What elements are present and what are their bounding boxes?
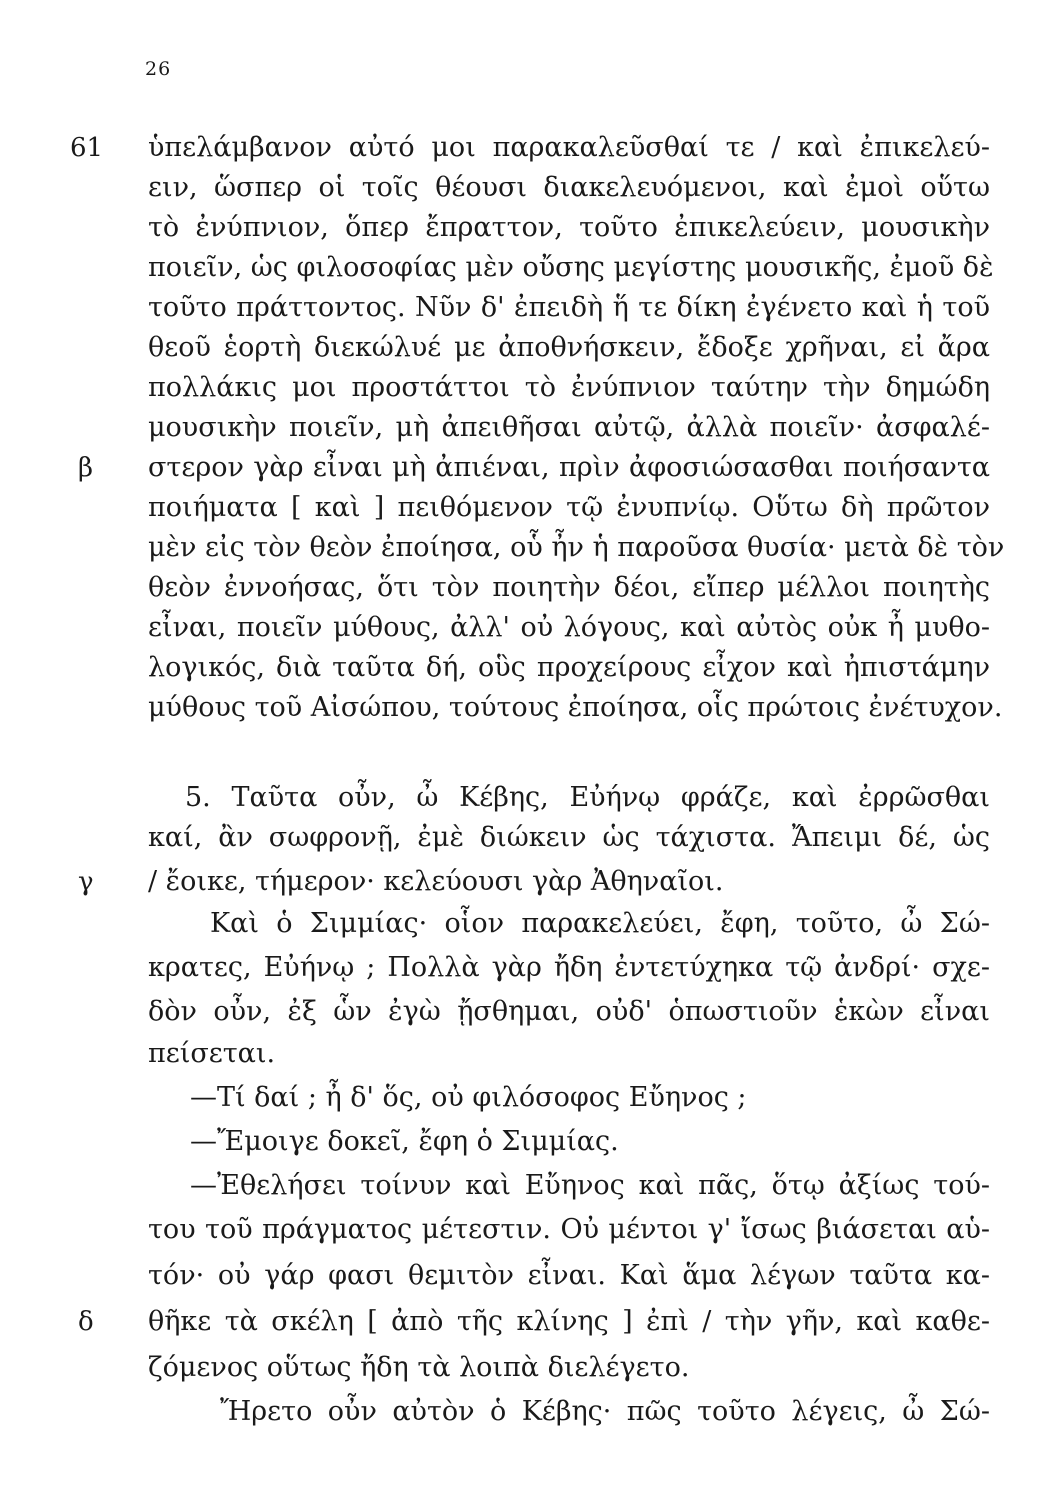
text-line: τοῦτο πράττοντος. Νῦν δ' ἐπειδὴ ἥ τε δίκη ἐγένετο καὶ ἡ τοῦ [148, 292, 990, 323]
text-line: στερον γὰρ εἶναι μὴ ἀπιέναι, πρὶν ἀφοσιώσασθαι ποιήσαντα [148, 452, 990, 483]
text-line: θεοῦ ἑορτὴ διεκώλυέ με ἀποθνήσκειν, ἔδοξε χρῆναι, εἰ ἄρα [148, 332, 990, 363]
text-line: ειν, ὥσπερ οἱ τοῖς θέουσι διακελευόμενοι, καὶ ἐμοὶ οὕτω [148, 172, 990, 203]
text-line: ποιεῖν, ὡς φιλοσοφίας μὲν οὔσης μεγίστης μουσικῆς, ἐμοῦ δὲ [148, 252, 994, 283]
section-heading-line: 5. Ταῦτα οὖν, ὦ Κέβης, Εὐήνῳ φράζε, καὶ ἐρρῶσθαι [185, 782, 990, 813]
page-number: 26 [145, 58, 172, 80]
text-line: θεὸν ἐννοήσας, ὅτι τὸν ποιητὴν δέοι, εἴπερ μέλλοι ποιητὴς [148, 572, 990, 603]
text-line: τὸ ἐνύπνιον, ὅπερ ἔπραττον, τοῦτο ἐπικελεύειν, μουσικὴν [148, 212, 990, 243]
text-line: / ἔοικε, τήμερον· κελεύουσι γὰρ Ἀθηναῖοι. [148, 866, 724, 897]
text-line: θῆκε τὰ σκέλη [ ἀπὸ τῆς κλίνης ] ἐπὶ / τὴν γῆν, καὶ καθε- [148, 1306, 990, 1337]
dialogue-line: —Ἔμοιγε δοκεῖ, ἔφη ὁ Σιμμίας. [190, 1126, 619, 1157]
dialogue-line: —Τί δαί ; ἦ δ' ὅς, οὐ φιλόσοφος Εὔηνος ; [190, 1082, 747, 1113]
text-line: καί, ἂν σωφρονῇ, ἐμὲ διώκειν ὡς τάχιστα. Ἄπειμι δέ, ὡς [148, 822, 990, 853]
text-line: μύθους τοῦ Αἰσώπου, τούτους ἐποίησα, οἷς πρώτοις ἐνέτυχον. [148, 692, 1003, 723]
text-line: πείσεται. [148, 1038, 276, 1069]
margin-section-letter: β [78, 453, 94, 483]
text-line: Καὶ ὁ Σιμμίας· οἷον παρακελεύει, ἔφη, τοῦτο, ὦ Σώ- [210, 908, 990, 939]
dialogue-line: —Ἐθελήσει τοίνυν καὶ Εὔηνος καὶ πᾶς, ὅτῳ ἀξίως τού- [190, 1170, 990, 1201]
text-line: του τοῦ πράγματος μέτεστιν. Οὐ μέντοι γ' ἴσως βιάσεται αὑ- [148, 1214, 990, 1245]
text-line: τόν· οὐ γάρ φασι θεμιτὸν εἶναι. Καὶ ἅμα λέγων ταῦτα κα- [148, 1260, 990, 1291]
text-line: δὸν οὖν, ἐξ ὧν ἐγὼ ᾔσθημαι, οὐδ' ὁπωστιοῦν ἑκὼν εἶναι [148, 996, 990, 1027]
text-line: λογικός, διὰ ταῦτα δή, οὓς προχείρους εἶχον καὶ ἠπιστάμην [148, 652, 990, 683]
text-line: πολλάκις μοι προστάττοι τὸ ἐνύπνιον ταύτην τὴν δημώδη [148, 372, 990, 403]
text-line: Ἤρετο οὖν αὐτὸν ὁ Κέβης· πῶς τοῦτο λέγεις, ὦ Σώ- [220, 1396, 990, 1427]
margin-section-letter: δ [78, 1307, 94, 1337]
text-line: ὑπελάμβανον αὐτό μοι παρακαλεῦσθαί τε / καὶ ἐπικελεύ- [148, 132, 990, 163]
text-line: κρατες, Εὐήνῳ ; Πολλὰ γὰρ ἤδη ἐντετύχηκα τῷ ἀνδρί· σχε- [148, 952, 990, 983]
text-line: ποιήματα [ καὶ ] πειθόμενον τῷ ἐνυπνίῳ. Οὕτω δὴ πρῶτον [148, 492, 990, 523]
text-line: μὲν εἰς τὸν θεὸν ἐποίησα, οὗ ἦν ἡ παροῦσα θυσία· μετὰ δὲ τὸν [148, 532, 1005, 563]
text-line: ζόμενος οὕτως ἤδη τὰ λοιπὰ διελέγετο. [148, 1352, 690, 1383]
margin-section-number: 61 [70, 133, 104, 163]
text-line: μουσικὴν ποιεῖν, μὴ ἀπειθῆσαι αὐτῷ, ἀλλὰ ποιεῖν· ἀσφαλέ- [148, 412, 990, 443]
text-line: εἶναι, ποιεῖν μύθους, ἀλλ' οὐ λόγους, καὶ αὐτὸς οὐκ ἦ μυθο- [148, 612, 990, 643]
margin-section-letter: γ [78, 867, 94, 897]
